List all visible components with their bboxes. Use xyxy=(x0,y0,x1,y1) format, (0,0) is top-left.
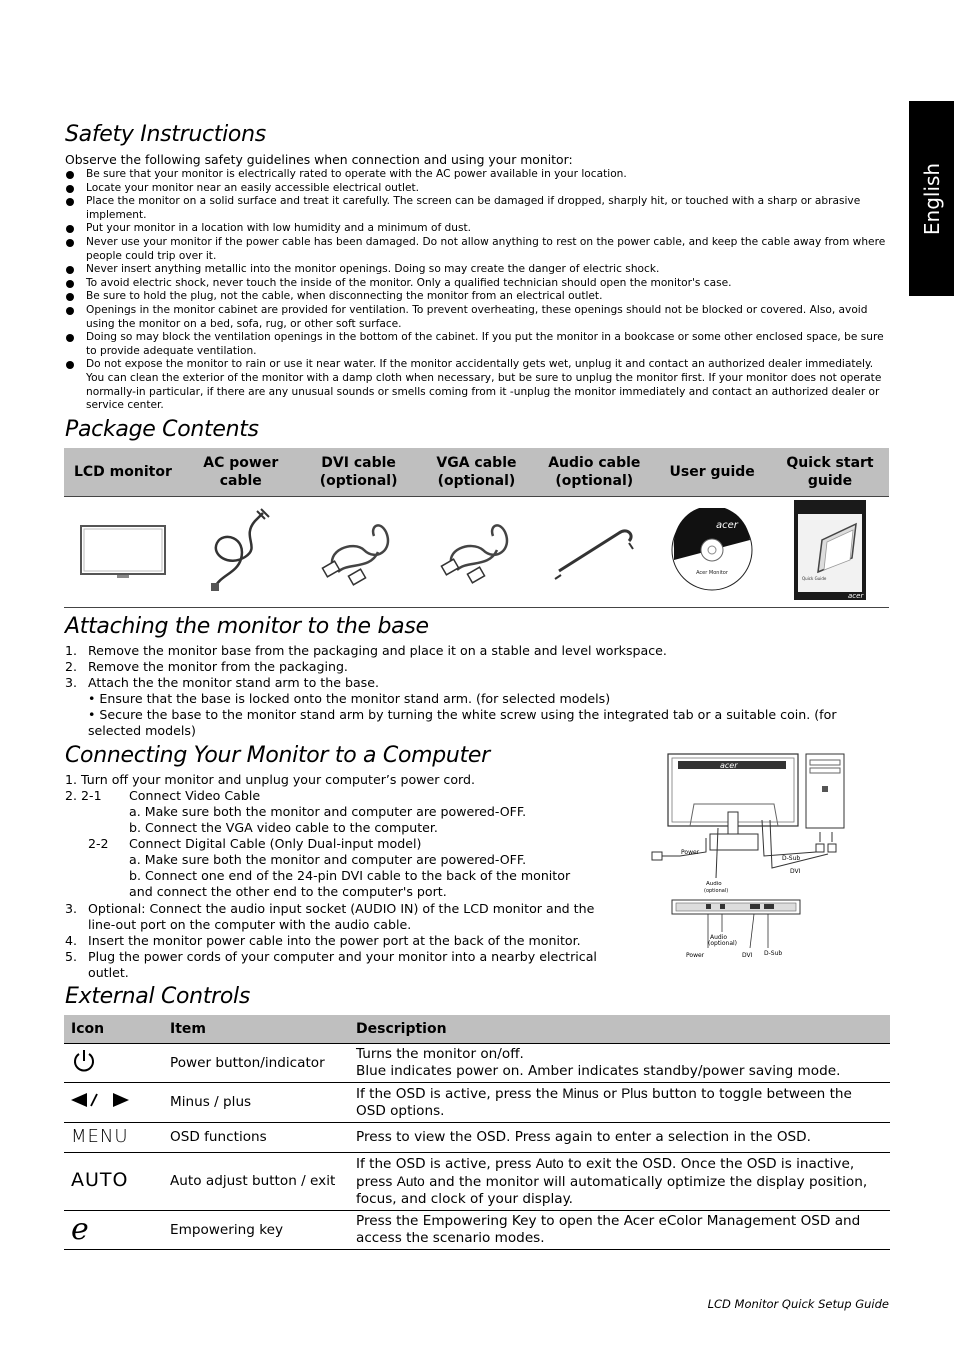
quick-start-guide-image xyxy=(771,497,889,608)
qsg-brand-text: acer xyxy=(848,592,864,600)
attach-steps xyxy=(65,643,885,691)
desc-osd: Press to view the OSD. Press again to enter a selection in the OSD. xyxy=(349,1123,890,1153)
language-tab xyxy=(909,101,954,296)
list-item: Openings in the monitor cabinet are provided for ventilation. To prevent overheating, these openings should not be blocked or covered. Also, avoid using the monitor on a bed, sofa, rug, or other soft surface. xyxy=(65,304,890,331)
table-row xyxy=(64,1153,890,1211)
connect-line: 1. Turn off your monitor and unplug your computer’s power cord. xyxy=(65,772,475,787)
diagram-power-label-2: Power xyxy=(686,952,705,959)
list-item: Do not expose the monitor to rain or use it near water. If the monitor accidentally gets wet, unplug it and contact an authorized dealer immediately. You can clean the exterior of the monitor with a damp cloth when necessary, but be sure to unplug the monitor first. If your monitor does not operate normally-in particular, if there are any unusual sounds or smells coming from it -unplug the monitor immediately and contact an authorized dealer or service center. xyxy=(65,358,890,412)
empowering-key-icon: e xyxy=(64,1211,163,1250)
diagram-dvi-label: DVI xyxy=(790,868,801,875)
package-title: Package Contents xyxy=(65,417,259,442)
connect-line: a. Make sure both the monitor and computer are powered-OFF. xyxy=(129,852,527,867)
lcd-monitor-image xyxy=(64,497,182,608)
list-item: Place the monitor on a solid surface and treat it carefully. The screen can be damaged if dropped, sharply hit, or touched with a sharp or abrasive implement. xyxy=(65,195,890,222)
connect-line: and connect the other end to the computer's port. xyxy=(129,884,447,899)
diagram-optional-label: (optional) xyxy=(704,888,729,894)
diagram-brand-text: acer xyxy=(720,761,738,770)
list-item: 3. Attach the the monitor stand arm to the base. xyxy=(65,675,379,690)
list-item: 3. Optional: Connect the audio input socket (AUDIO IN) of the LCD monitor and the line-out port on the computer with the audio cable. xyxy=(65,901,595,932)
diagram-audio-optional-label: (optional) xyxy=(708,940,737,947)
diagram-power-label: Power xyxy=(681,849,700,856)
step-number: 2. 2-1 xyxy=(65,788,102,803)
list-item: Never insert anything metallic into the monitor openings. Doing so may create the danger of electric shock. xyxy=(65,263,890,277)
step-number: 2-2 xyxy=(88,836,109,851)
page-footer: LCD Monitor Quick Setup Guide xyxy=(707,1297,889,1311)
connect-text xyxy=(65,772,625,900)
list-item: 4. Insert the monitor power cable into the power port at the back of the monitor. xyxy=(65,933,581,948)
connect-line: a. Make sure both the monitor and computer are powered-OFF. xyxy=(129,804,527,819)
list-item: Be sure that your monitor is electrically rated to operate with the AC power available in your location. xyxy=(65,168,890,182)
language-label: English xyxy=(919,162,944,235)
list-item: Locate your monitor near an easily accessible electrical outlet. xyxy=(65,182,890,196)
dvi-cable-image xyxy=(300,497,418,608)
list-item: 2. Remove the monitor from the packaging. xyxy=(65,659,348,674)
connect-line: b. Connect the VGA video cable to the computer. xyxy=(129,820,438,835)
connect-steps xyxy=(65,901,605,981)
safety-list xyxy=(65,168,890,413)
list-item: Be sure to hold the plug, not the cable, when disconnecting the monitor from an electrical outlet. xyxy=(65,290,890,304)
menu-icon: MENU xyxy=(64,1123,163,1153)
desc-minus-plus: If the OSD is active, press the Minus or Plus button to toggle between the OSD options. xyxy=(349,1083,890,1123)
table-row xyxy=(64,1123,890,1153)
header-icon: Icon xyxy=(64,1015,163,1044)
item-empowering: Empowering key xyxy=(163,1211,349,1250)
list-item: 1. Remove the monitor base from the packaging and place it on a stable and level workspace. xyxy=(65,643,667,658)
list-item: Put your monitor in a location with low humidity and a minimum of dust. xyxy=(65,222,890,236)
header-dvi-cable: DVI cable (optional) xyxy=(300,448,418,497)
diagram-audio-label-2: Audio xyxy=(710,934,728,941)
header-lcd-monitor: LCD monitor xyxy=(64,448,182,497)
header-description: Description xyxy=(349,1015,890,1044)
list-item: • Secure the base to the monitor stand arm by turning the white screw using the integrated tab or a suitable coin. (for selected models) xyxy=(88,707,837,738)
cd-brand-text: acer xyxy=(716,520,739,531)
item-auto: Auto adjust button / exit xyxy=(163,1153,349,1211)
controls-table xyxy=(64,1015,890,1250)
attach-sub-list xyxy=(88,691,868,739)
item-minus-plus: Minus / plus xyxy=(163,1083,349,1123)
header-ac-power-cable: AC power cable xyxy=(182,448,300,497)
item-osd: OSD functions xyxy=(163,1123,349,1153)
desc-empowering: Press the Empowering Key to open the Acer eColor Management OSD and access the scenario modes. xyxy=(349,1211,890,1250)
connection-diagram xyxy=(650,752,850,964)
list-item: • Ensure that the base is locked onto the monitor stand arm. (for selected models) xyxy=(88,691,611,706)
connect-line: Connect Video Cable xyxy=(129,788,261,803)
attach-title: Attaching the monitor to the base xyxy=(65,614,429,639)
list-item: 5. Plug the power cords of your computer and your monitor into a nearby electrical outlet. xyxy=(65,949,597,980)
desc-power: Turns the monitor on/off. Blue indicates power on. Amber indicates standby/power saving mode. xyxy=(349,1044,890,1083)
package-table xyxy=(64,448,889,608)
connect-line: Connect Digital Cable (Only Dual-input model) xyxy=(129,836,422,851)
auto-icon: AUTO xyxy=(64,1153,163,1211)
header-item: Item xyxy=(163,1015,349,1044)
controls-title: External Controls xyxy=(65,984,251,1009)
desc-auto: If the OSD is active, press Auto to exit the OSD. Once the OSD is inactive, press Auto and the monitor will automatically optimize the display position, focus, and clock of your display. xyxy=(349,1153,890,1211)
diagram-audio-label: Audio xyxy=(706,881,722,887)
diagram-dvi-label-2: DVI xyxy=(742,952,753,959)
connect-title: Connecting Your Monitor to a Computer xyxy=(65,743,490,768)
diagram-dsub-label: D-Sub xyxy=(782,855,801,862)
cd-label-text: Acer Monitor xyxy=(696,570,729,576)
diagram-dsub-label-2: D-Sub xyxy=(764,950,783,957)
list-item: Doing so may block the ventilation openings in the bottom of the cabinet. If you put the monitor in a bookcase or some other enclosed space, be sure to provide adequate ventilation. xyxy=(65,331,890,358)
ac-power-cable-image xyxy=(182,497,300,608)
vga-cable-image xyxy=(418,497,536,608)
power-icon xyxy=(64,1044,163,1083)
safety-title: Safety Instructions xyxy=(65,122,266,147)
minus-plus-icon xyxy=(64,1083,163,1123)
header-vga-cable: VGA cable (optional) xyxy=(418,448,536,497)
item-power: Power button/indicator xyxy=(163,1044,349,1083)
qsg-label-text: Quick Guide xyxy=(802,576,827,581)
connect-line: b. Connect one end of the 24-pin DVI cable to the back of the monitor xyxy=(129,868,571,883)
list-item: To avoid electric shock, never touch the inside of the monitor. Only a qualified technician should open the monitor's case. xyxy=(65,277,890,291)
table-row xyxy=(64,1044,890,1083)
table-row xyxy=(64,1083,890,1123)
header-quick-start-guide: Quick start guide xyxy=(771,448,889,497)
safety-intro: Observe the following safety guidelines when connection and using your monitor: xyxy=(65,152,573,167)
user-guide-cd-image xyxy=(653,497,771,608)
header-audio-cable: Audio cable (optional) xyxy=(535,448,653,497)
list-item: Never use your monitor if the power cable has been damaged. Do not allow anything to rest on the power cable, and keep the cable away from where people could trip over it. xyxy=(65,236,890,263)
table-row xyxy=(64,1211,890,1250)
header-user-guide: User guide xyxy=(653,448,771,497)
audio-cable-image xyxy=(535,497,653,608)
